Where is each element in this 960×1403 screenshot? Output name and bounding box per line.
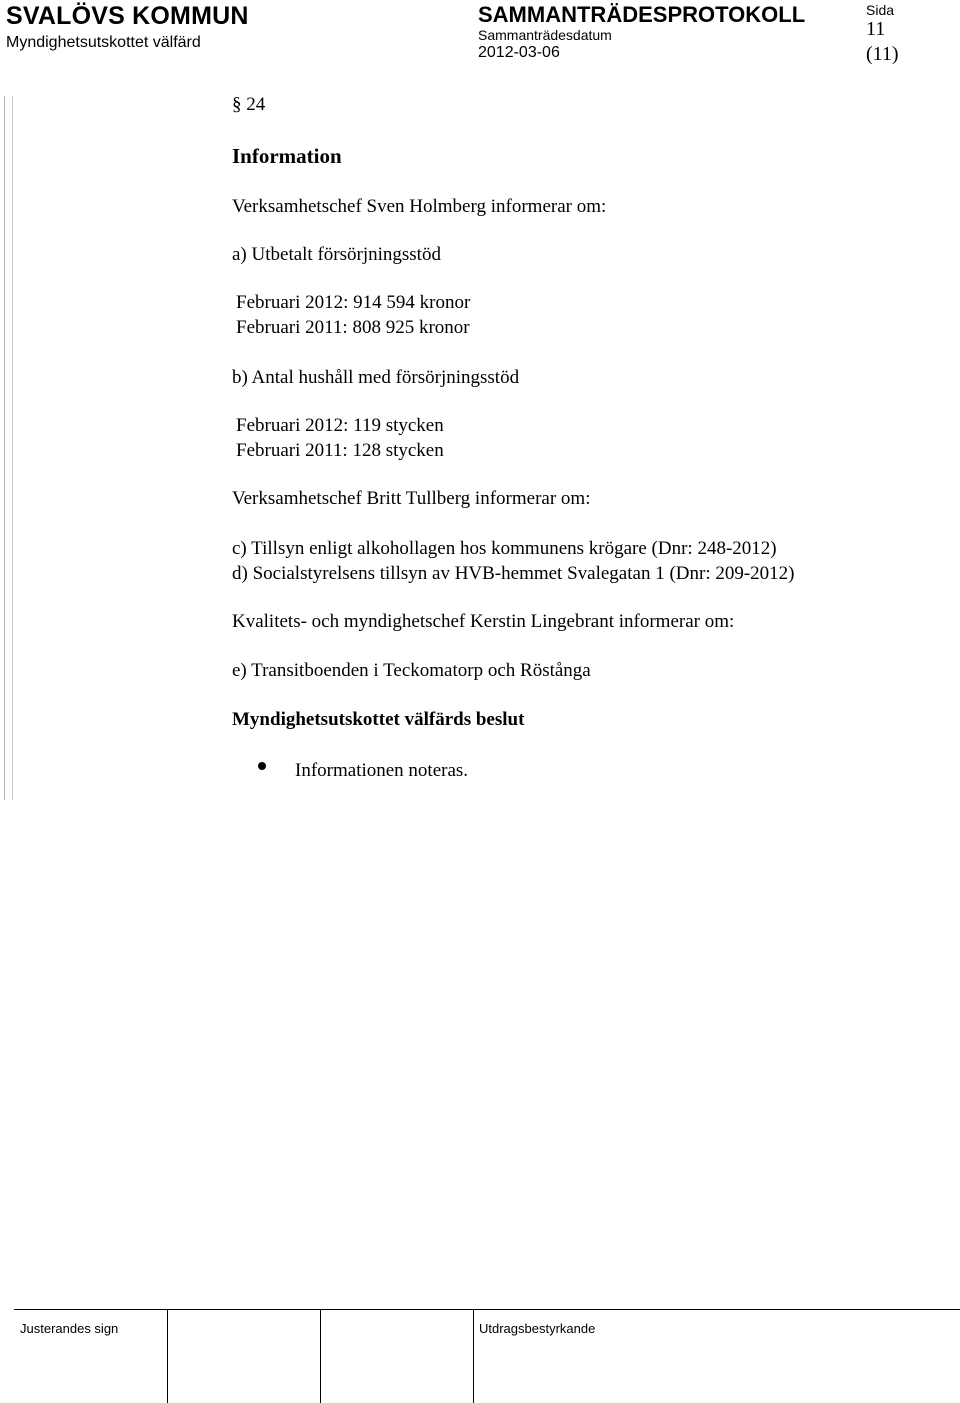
meeting-date-label: Sammanträdesdatum <box>478 27 612 43</box>
intro-text: Kvalitets- och myndighetschef Kerstin Lingebrant informerar om: <box>232 611 735 632</box>
bullet-icon <box>258 762 266 770</box>
list-item-detail: Februari 2011: 808 925 kronor <box>236 317 470 338</box>
margin-rule <box>4 96 5 800</box>
intro-text: Verksamhetschef Sven Holmberg informerar om: <box>232 196 607 217</box>
footer-column-divider <box>320 1310 321 1403</box>
list-item-detail: Februari 2012: 914 594 kronor <box>236 292 471 313</box>
meeting-date-value: 2012-03-06 <box>478 44 560 61</box>
organization-unit: Myndighetsutskottet välfärd <box>6 34 201 51</box>
list-item: a) Utbetalt försörjningsstöd <box>232 244 441 265</box>
page-number: 11 <box>866 18 886 40</box>
intro-text: Verksamhetschef Britt Tullberg informerar om: <box>232 488 591 509</box>
document-type: SAMMANTRÄDESPROTOKOLL <box>478 2 806 27</box>
organization-name: SVALÖVS KOMMUN <box>6 2 249 30</box>
footer-column-divider <box>167 1310 168 1403</box>
list-item: d) Socialstyrelsens tillsyn av HVB-hemmet Svalegatan 1 (Dnr: 209-2012) <box>232 563 795 584</box>
section-title: Information <box>232 144 342 168</box>
footer-rule <box>14 1309 960 1310</box>
footer-utdragsbestyrkande: Utdragsbestyrkande <box>479 1321 596 1336</box>
list-item-detail: Februari 2011: 128 stycken <box>236 440 444 461</box>
list-item: b) Antal hushåll med försörjningsstöd <box>232 367 520 388</box>
page-label: Sida <box>866 2 895 18</box>
list-item: c) Tillsyn enligt alkohollagen hos kommunens krögare (Dnr: 248-2012) <box>232 538 777 559</box>
margin-rule <box>12 96 13 800</box>
page-total: (11) <box>866 43 899 65</box>
decision-heading: Myndighetsutskottet välfärds beslut <box>232 709 525 730</box>
list-item: e) Transitboenden i Teckomatorp och Röstånga <box>232 660 591 681</box>
footer-justerandes-sign: Justerandes sign <box>20 1321 119 1336</box>
paragraph-reference: § 24 <box>232 94 266 115</box>
footer-column-divider <box>473 1310 474 1403</box>
decision-text: Informationen noteras. <box>295 760 469 781</box>
list-item-detail: Februari 2012: 119 stycken <box>236 415 444 436</box>
